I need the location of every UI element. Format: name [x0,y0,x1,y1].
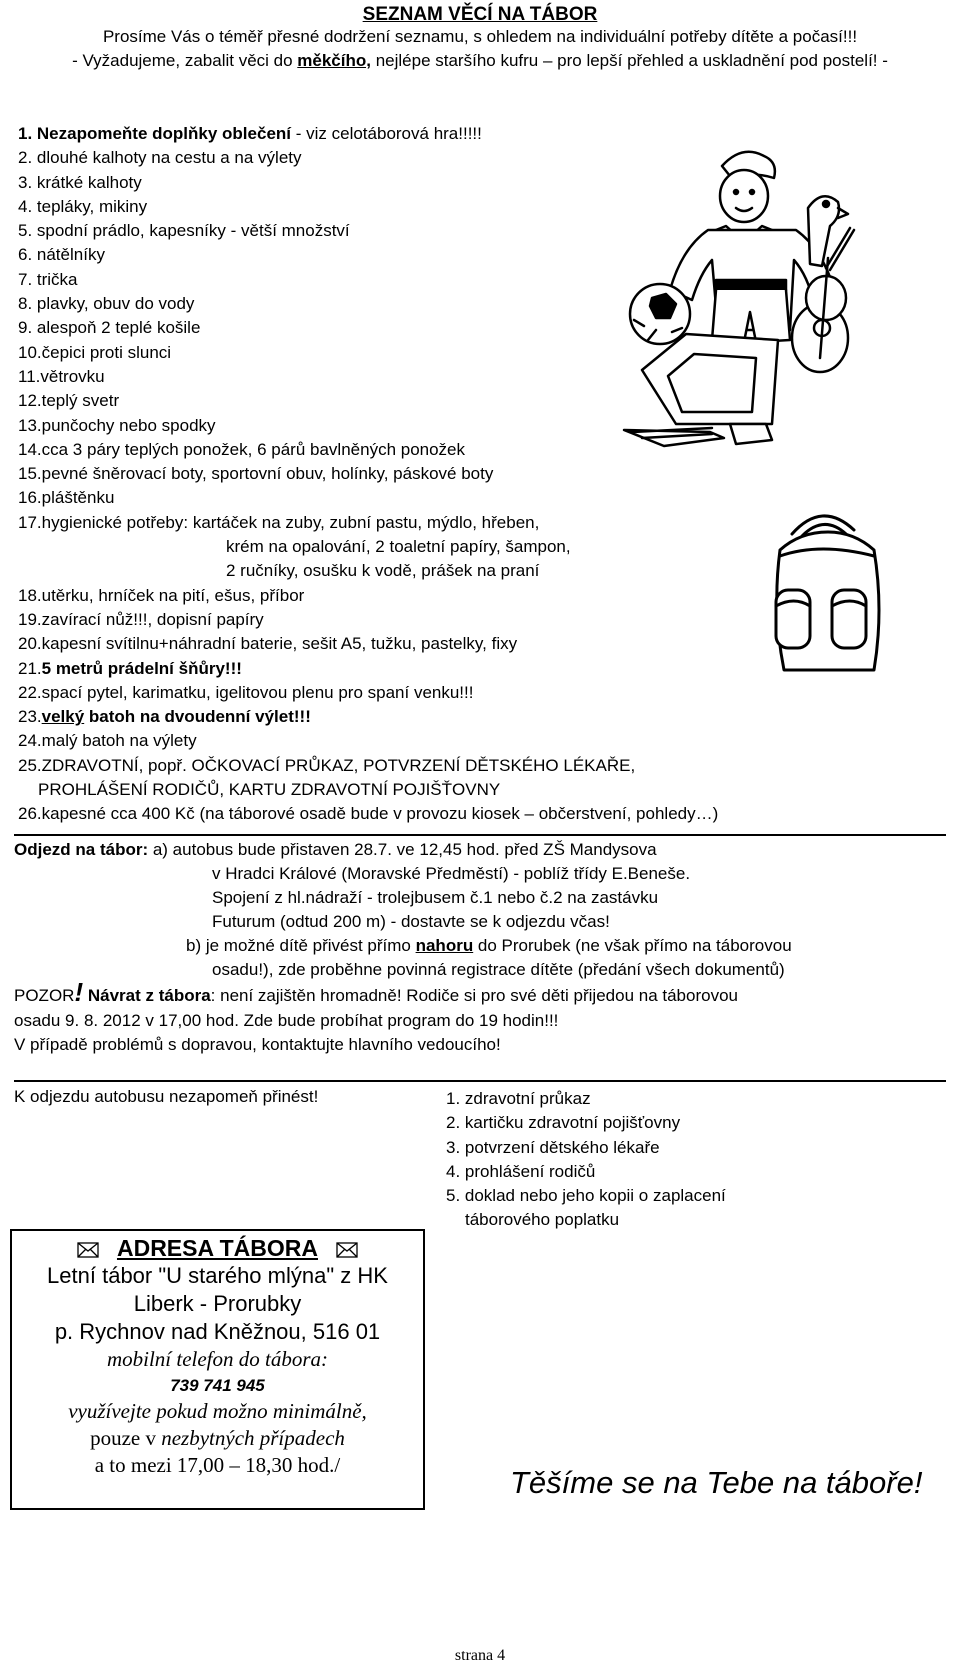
phone-note: a to mezi 17,00 – 18,30 hod./ [94,1453,341,1477]
list-item: 20.kapesní svítilnu+náhradní baterie, sešit A5, tužku, pastelky, fixy [18,634,518,654]
list-item: táborového poplatku [465,1210,620,1230]
intro-text-end: nejlépe staršího kufru – pro lepší přehled a uskladnění pod postelí! - [370,51,888,70]
backpack-illustration [762,510,882,680]
list-item: 2. dlouhé kalhoty na cestu a na výlety [18,148,302,168]
scout-boy-illustration [612,138,952,458]
bring-list [446,1087,726,1233]
list-item-continued: PROHLÁŠENÍ RODIČŮ, KARTU ZDRAVOTNÍ POJIŠŤOVNY [38,780,501,800]
list-item: 10.čepici proti slunci [18,342,172,362]
list-item: 2. kartičku zdravotní pojišťovny [446,1113,681,1133]
separator [14,834,946,836]
list-item: 15.pevné šněrovací boty, sportovní obuv, holínky, páskové boty [18,464,494,484]
list-item: 25.ZDRAVOTNÍ, popř. OČKOVACÍ PRŮKAZ, POTVRZENÍ DĚTSKÉHO LÉKAŘE, [18,755,636,775]
intro-text: - Vyžadujeme, zabalit věci do [72,51,298,70]
list-item: 22.spací pytel, karimatku, igelitovou plenu pro spaní venku!!! [18,682,474,702]
list-item: 7. trička [18,269,78,289]
phone-note: pouze v nezbytných případech [90,1426,345,1450]
list-item-continued: 2 ručníky, osušku k vodě, prášek na praní [226,561,540,581]
intro-line-2 [0,51,960,71]
list-item: 5. spodní prádlo, kapesníky - větší množství [18,221,350,241]
list-item: 21.5 metrů prádelní šňůry!!! [18,658,242,678]
return-line-2: osadu 9. 8. 2012 v 17,00 hod. Zde bude probíhat program do 19 hodin!!! [14,1011,559,1030]
return-line-1: POZOR! Návrat z tábora: není zajištěn hromadně! Rodiče si pro své děti přijedou na táborovou [14,977,738,1007]
departure-line-6: osadu!), zde proběhne povinná registrace dítěte (předání všech dokumentů) [212,960,785,979]
phone-note: využívejte pokud možno minimálně, [68,1399,367,1423]
departure-line-4: Futurum (odtud 200 m) - dostavte se k odjezdu včas! [212,912,610,931]
list-item: 3. potvrzení dětského lékaře [446,1137,660,1157]
list-item: 4. tepláky, mikiny [18,196,148,216]
bring-label: K odjezdu autobusu nezapomeň přinést! [14,1087,319,1106]
list-item: 8. plavky, obuv do vody [18,294,195,314]
page-number: strana 4 [454,1647,506,1664]
list-item: 11.větrovku [18,366,105,386]
address-heading-row [12,1235,423,1262]
list-item: 5. doklad nebo jeho kopii o zaplacení [446,1186,726,1206]
list-item: 16.pláštěnku [18,488,115,508]
list-item: 24.malý batoh na výlety [18,731,197,751]
departure-line-3: Spojení z hl.nádraží - trolejbusem č.1 nebo č.2 na zastávku [212,888,659,907]
list-item: 23.velký batoh na dvoudenní výlet!!! [18,707,311,727]
list-item: 1. Nezapomeňte doplňky oblečení - viz celotáborová hra!!!!! [18,124,482,143]
separator [14,1080,946,1082]
list-item: 18.utěrku, hrníček na pití, ešus, příbor [18,585,305,605]
phone-label: mobilní telefon do tábora: [106,1347,329,1371]
list-item: 14.cca 3 páry teplých ponožek, 6 párů bavlněných ponožek [18,439,466,459]
envelope-icon [77,1242,99,1258]
departure-line-2: v Hradci Králové (Moravské Předměstí) - poblíž třídy E.Beneše. [212,864,691,883]
list-item: 17.hygienické potřeby: kartáček na zuby, zubní pastu, mýdlo, hřeben, [18,512,540,532]
phone-number: 739 741 945 [170,1376,265,1395]
address-box [10,1229,425,1510]
list-item: 13.punčochy nebo spodky [18,415,216,435]
page-title: SEZNAM VĚCÍ NA TÁBOR [362,4,598,25]
list-item: 26.kapesné cca 400 Kč (na táborové osadě bude v provozu kiosek – občerstvení, pohledy…) [18,804,719,824]
list-item: 19.zavírací nůž!!!, dopisní papíry [18,609,264,629]
list-item: 4. prohlášení rodičů [446,1161,596,1181]
address-heading: ADRESA TÁBORA [116,1235,319,1261]
list-item: 3. krátké kalhoty [18,172,142,192]
list-item: 6. nátělníky [18,245,105,265]
farewell-text: Těšíme se na Tebe na táboře! [510,1465,923,1500]
address-line: Liberk - Prorubky [133,1291,302,1316]
list-item-continued: krém na opalování, 2 toaletní papíry, šampon, [226,537,571,557]
departure-line-1: Odjezd na tábor: a) autobus bude přistaven 28.7. ve 12,45 hod. před ZŠ Mandysova [14,840,657,859]
intro-emphasis: měkčího, [297,51,371,70]
envelope-icon [336,1242,358,1258]
list-item: 1. zdravotní průkaz [446,1089,591,1108]
address-line: p. Rychnov nad Kněžnou, 516 01 [54,1319,381,1344]
departure-line-5: b) je možné dítě přivést přímo nahoru do Prorubek (ne však přímo na táborovou [186,936,792,955]
list-item: 12.teplý svetr [18,391,120,411]
intro-line-1: Prosíme Vás o téměř přesné dodržení seznamu, s ohledem na individuální potřeby dítěte a počasí!!! [102,27,858,46]
list-item: 9. alespoň 2 teplé košile [18,318,201,338]
return-line-3: V případě problémů s dopravou, kontaktujte hlavního vedoucího! [14,1035,501,1054]
address-line: Letní tábor "U starého mlýna" z HK [47,1263,388,1288]
